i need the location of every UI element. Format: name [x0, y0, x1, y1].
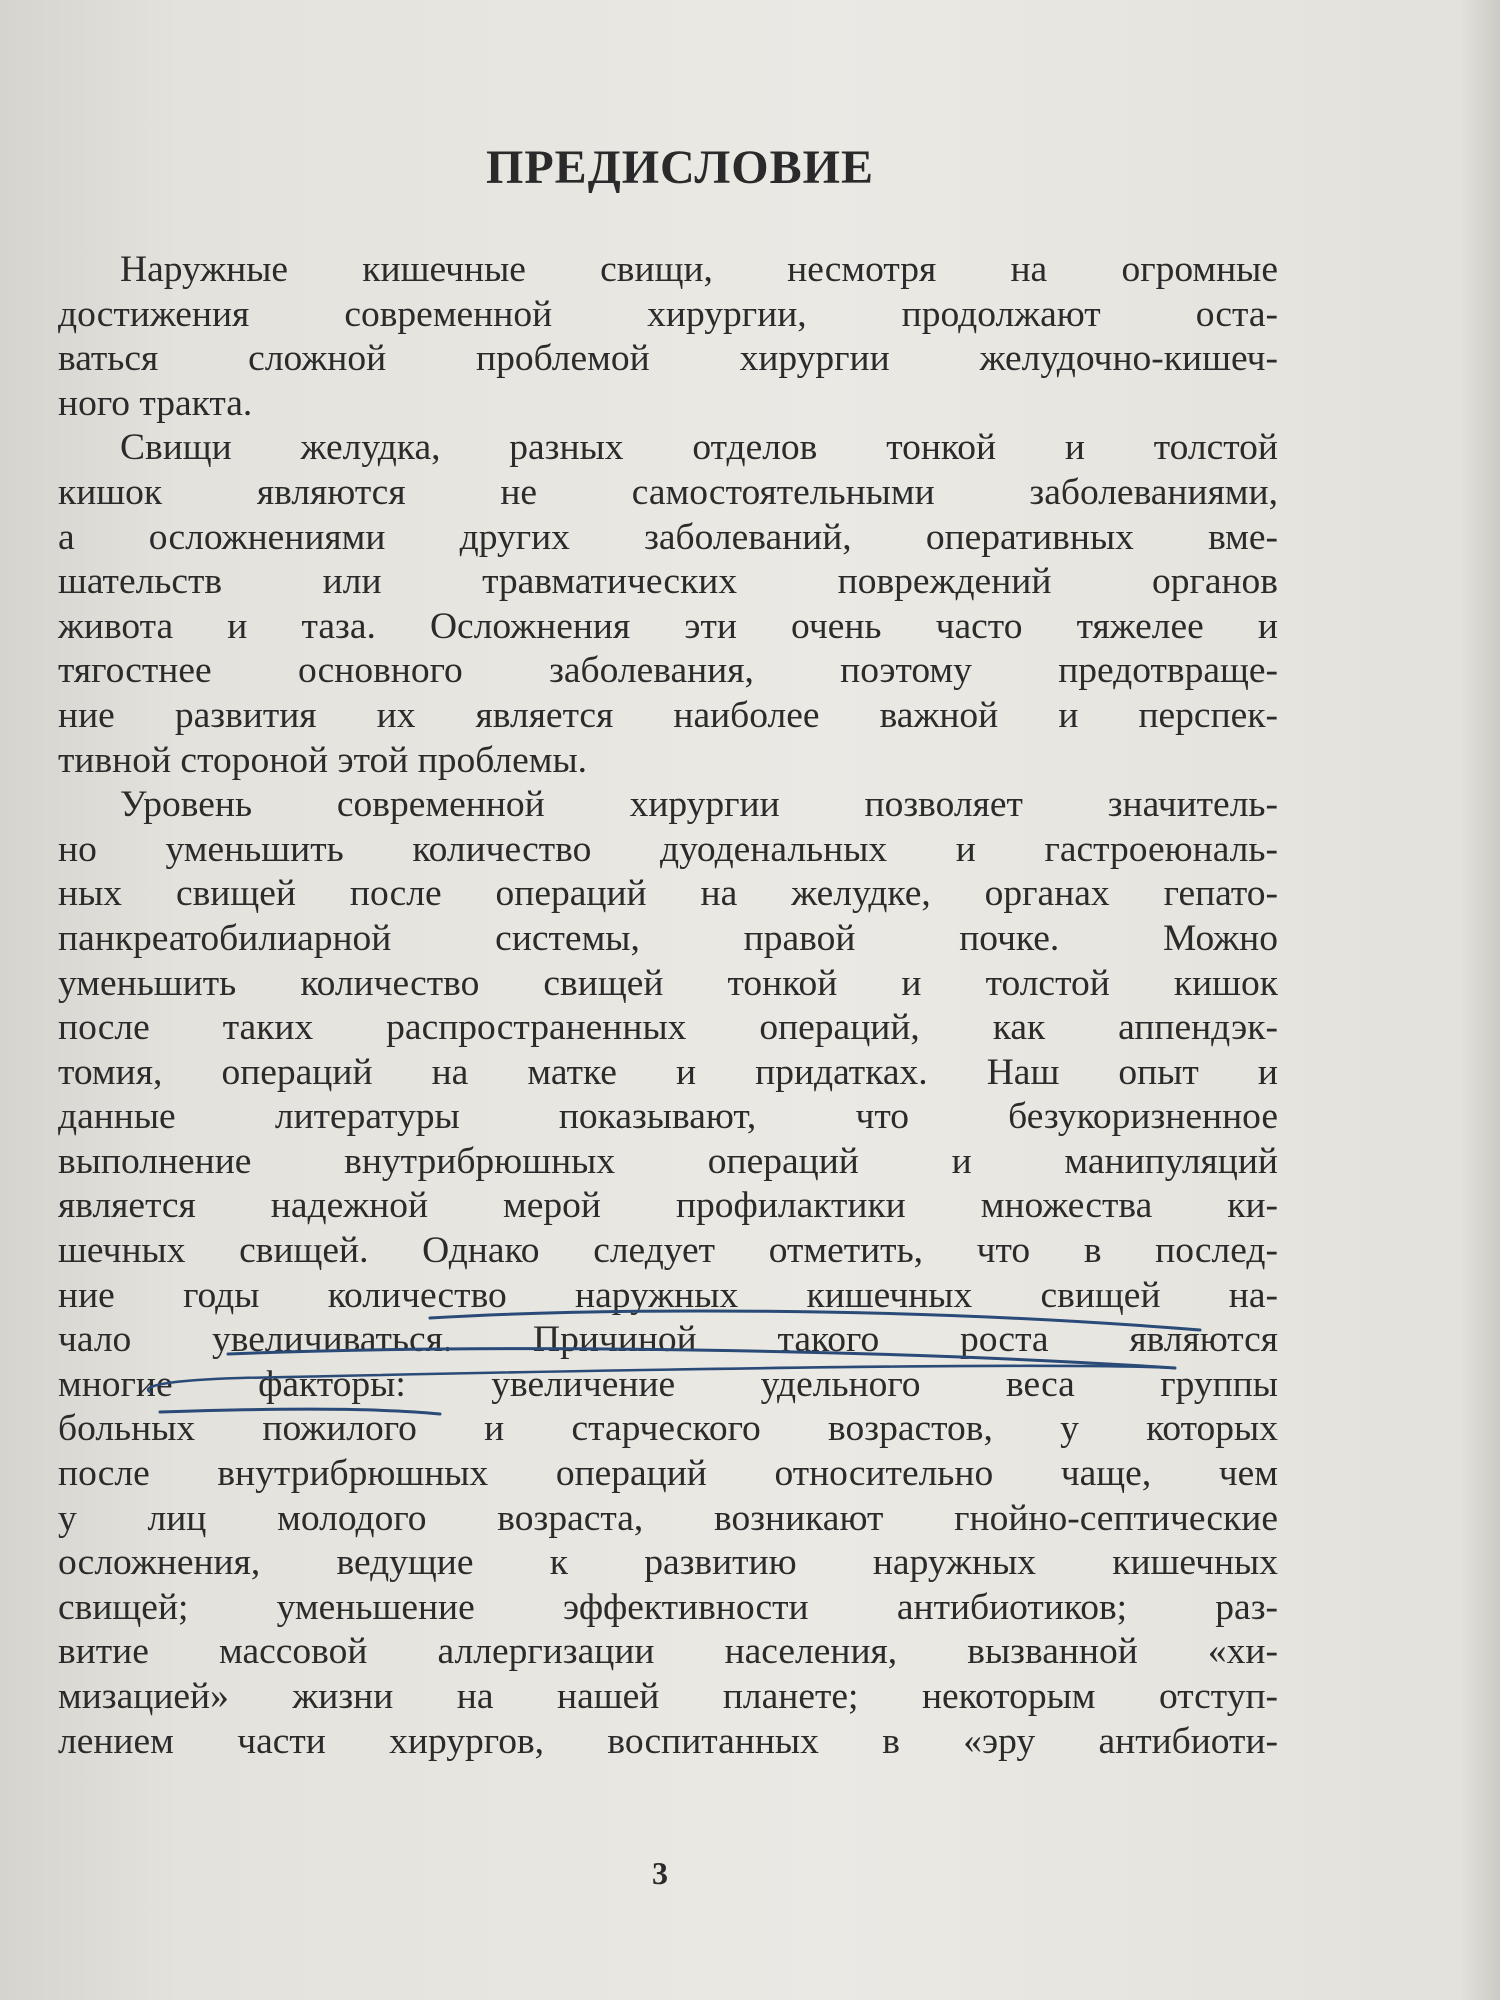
- page-edge-shadow: [1460, 0, 1500, 2000]
- page-number: 3: [652, 1855, 668, 1891]
- text-line: у лиц молодого возраста, возникают гнойно-септические: [58, 1497, 1278, 1539]
- text-line: но уменьшить количество дуоденальных и гастроеюналь-: [58, 828, 1278, 870]
- text-line: тягостнее основного заболевания, поэтому предотвраще-: [58, 650, 1278, 692]
- text-line: ных свищей после операций на желудке, органах гепато-: [58, 873, 1278, 915]
- text-line: кишок являются не самостоятельными заболеваниями,: [58, 471, 1278, 513]
- text-line: достижения современной хирургии, продолжают оста-: [58, 293, 1278, 335]
- text-line: шечных свищей. Однако следует отметить, что в послед-: [58, 1230, 1278, 1272]
- body-text: [58, 248, 1278, 1764]
- text-line: ние развития их является наиболее важной и перспек-: [58, 694, 1278, 736]
- text-line: Уровень современной хирургии позволяет значитель-: [120, 784, 1278, 826]
- text-line: лением части хирургов, воспитанных в «эру антибиоти-: [58, 1720, 1278, 1762]
- text-line: живота и таза. Осложнения эти очень часто тяжелее и: [58, 605, 1278, 647]
- text-line: является надежной мерой профилактики множества ки-: [58, 1185, 1278, 1227]
- text-line: чало увеличиваться. Причиной такого роста являются: [58, 1319, 1278, 1361]
- text-line: ние годы количество наружных кишечных свищей на-: [58, 1274, 1278, 1316]
- text-line: выполнение внутрибрюшных операций и манипуляций: [58, 1140, 1278, 1182]
- text-line: ного тракта.: [58, 382, 253, 424]
- text-line: витие массовой аллергизации населения, вызванной «хи-: [58, 1631, 1278, 1673]
- text-line: томия, операций на матке и придатках. Наш опыт и: [58, 1051, 1278, 1093]
- text-line: данные литературы показывают, что безукоризненное: [58, 1096, 1278, 1138]
- text-line: мизацией» жизни на нашей планете; некоторым отступ-: [58, 1676, 1278, 1717]
- text-line: многие факторы: увеличение удельного веса группы: [58, 1363, 1278, 1405]
- text-line: свищей; уменьшение эффективности антибиотиков; раз-: [58, 1586, 1278, 1628]
- text-line: Свищи желудка, разных отделов тонкой и толстой: [120, 427, 1278, 469]
- text-line: ваться сложной проблемой хирургии желудочно-кишеч-: [58, 338, 1278, 380]
- text-line: больных пожилого и старческого возрастов, у которых: [58, 1408, 1278, 1450]
- page-title: ПРЕДИСЛОВИЕ: [486, 141, 874, 194]
- text-line: после таких распространенных операций, как аппендэк-: [58, 1007, 1278, 1049]
- text-line: а осложнениями других заболеваний, оперативных вме-: [58, 516, 1278, 558]
- text-line: шательств или травматических повреждений органов: [58, 561, 1278, 603]
- text-line: тивной стороной этой проблемы.: [58, 739, 588, 781]
- text-line: Наружные кишечные свищи, несмотря на огромные: [120, 249, 1278, 290]
- text-line: панкреатобилиарной системы, правой почке. Можно: [58, 917, 1278, 959]
- text-line: после внутрибрюшных операций относительно чаще, чем: [58, 1453, 1278, 1495]
- text-line: осложнения, ведущие к развитию наружных кишечных: [58, 1542, 1278, 1584]
- text-line: уменьшить количество свищей тонкой и толстой кишок: [58, 962, 1278, 1004]
